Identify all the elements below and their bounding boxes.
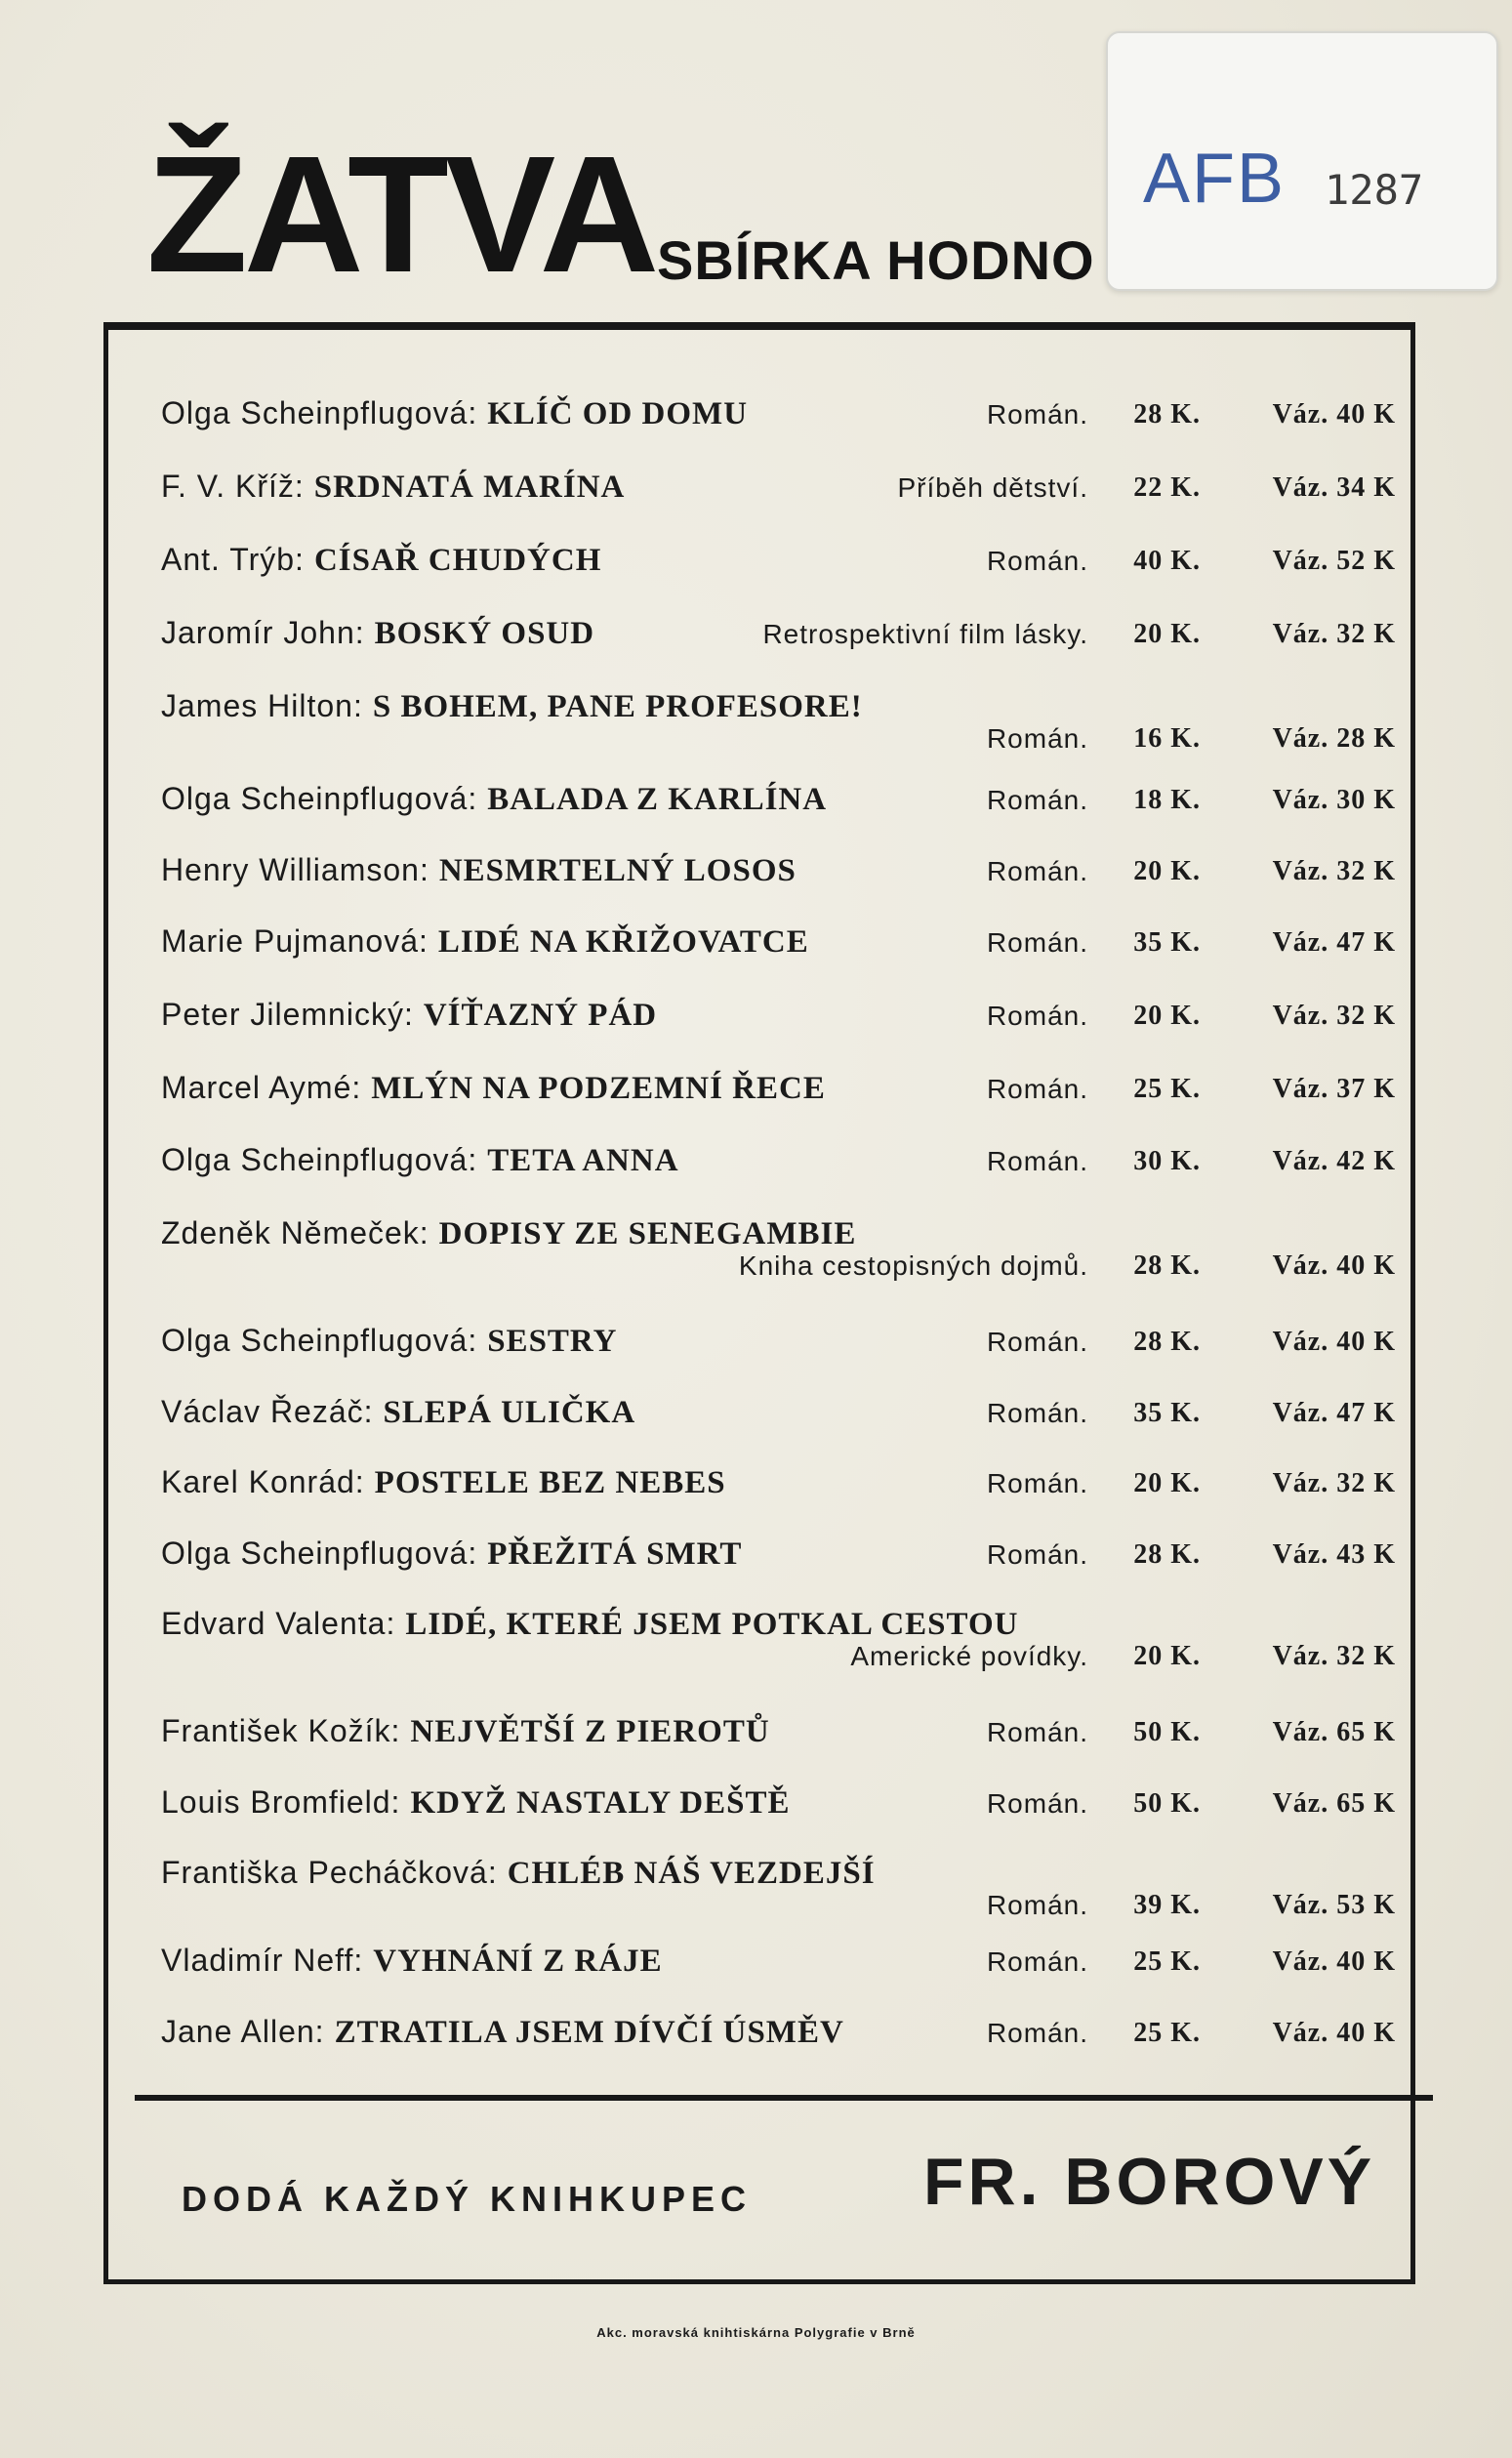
- book-author: Ant. Trýb:: [161, 542, 305, 577]
- book-bound-price: Váz. 40 K: [1272, 2018, 1396, 2048]
- book-author: Olga Scheinpflugová:: [161, 1142, 478, 1177]
- book-author-title: [161, 923, 809, 961]
- book-author-title: [161, 1536, 742, 1573]
- book-entry: [161, 1215, 1396, 1284]
- book-author: Jaromír John:: [161, 615, 365, 650]
- book-bound-price: Váz. 40 K: [1272, 1250, 1396, 1281]
- book-bound-price: Váz. 28 K: [1272, 723, 1396, 754]
- book-genre: Román.: [986, 1539, 1088, 1570]
- book-author: Marie Pujmanová:: [161, 923, 429, 959]
- book-bound-price: Váz. 47 K: [1272, 927, 1396, 958]
- book-author-title: [161, 395, 748, 432]
- series-subtitle: SBÍRKA HODNO: [657, 229, 1095, 291]
- book-title: LIDÉ NA KŘIŽOVATCE: [437, 924, 809, 960]
- book-title: KDYŽ NASTALY DEŠTĚ: [410, 1785, 791, 1821]
- book-genre: Román.: [986, 546, 1088, 576]
- book-price: 40 K.: [1133, 546, 1201, 576]
- book-entry: [161, 395, 1396, 464]
- book-author: Václav Řezáč:: [161, 1394, 374, 1429]
- book-entry: [161, 1142, 1396, 1210]
- book-entry: [161, 852, 1396, 921]
- book-bound-price: Váz. 32 K: [1272, 1641, 1396, 1671]
- book-price: 28 K.: [1133, 1250, 1201, 1281]
- book-entry: [161, 542, 1396, 610]
- book-title: PŘEŽITÁ SMRT: [487, 1536, 743, 1572]
- book-title: LIDÉ, KTERÉ JSEM POTKAL CESTOU: [405, 1607, 1019, 1642]
- book-price: 16 K.: [1133, 723, 1201, 754]
- book-price: 28 K.: [1133, 399, 1201, 430]
- book-title: VYHNÁNÍ Z RÁJE: [373, 1944, 663, 1979]
- book-genre: Retrospektivní film lásky.: [762, 619, 1088, 649]
- book-author-title: [161, 1215, 856, 1252]
- book-author-title: [161, 1606, 1018, 1643]
- book-entry: [161, 1606, 1396, 1674]
- book-author-title: [161, 1784, 791, 1822]
- book-author-title: [161, 1142, 679, 1179]
- book-author: Františka Pecháčková:: [161, 1855, 498, 1890]
- book-entry: [161, 1855, 1396, 1923]
- book-genre: Román.: [986, 399, 1088, 430]
- book-entry: [161, 469, 1396, 537]
- book-bound-price: Váz. 40 K: [1272, 1946, 1396, 1977]
- book-author-title: [161, 1464, 726, 1501]
- book-genre: Román.: [986, 785, 1088, 815]
- book-price: 22 K.: [1133, 472, 1201, 503]
- book-genre: Americké povídky.: [850, 1641, 1088, 1671]
- sticker-number: 1287: [1325, 166, 1424, 214]
- book-price: 28 K.: [1133, 1327, 1201, 1357]
- book-author: Vladimír Neff:: [161, 1943, 364, 1978]
- book-entry: [161, 923, 1396, 992]
- book-genre: Román.: [986, 856, 1088, 886]
- book-title: VÍŤAZNÝ PÁD: [423, 998, 658, 1033]
- book-title: DOPISY ZE SENEGAMBIE: [438, 1216, 857, 1251]
- book-title: CHLÉB NÁŠ VEZDEJŠÍ: [507, 1856, 876, 1891]
- book-author-title: [161, 688, 863, 725]
- book-bound-price: Váz. 40 K: [1272, 399, 1396, 430]
- book-entry: [161, 1070, 1396, 1138]
- book-entry: [161, 2014, 1396, 2082]
- book-title: S BOHEM, PANE PROFESORE!: [372, 689, 863, 724]
- footer-divider: [135, 2095, 1433, 2101]
- book-bound-price: Váz. 42 K: [1272, 1146, 1396, 1176]
- book-author: Marcel Aymé:: [161, 1070, 362, 1105]
- book-author: Olga Scheinpflugová:: [161, 1536, 478, 1571]
- book-bound-price: Váz. 30 K: [1272, 785, 1396, 815]
- book-entry: [161, 1713, 1396, 1782]
- book-author: Zdeněk Němeček:: [161, 1215, 429, 1250]
- book-author: Jane Allen:: [161, 2014, 325, 2049]
- book-title: MLÝN NA PODZEMNÍ ŘECE: [371, 1071, 826, 1106]
- sticker-code: AFB: [1143, 140, 1287, 218]
- book-author-title: [161, 852, 797, 889]
- book-entry: [161, 781, 1396, 849]
- book-price: 20 K.: [1133, 619, 1201, 649]
- book-author-title: [161, 781, 827, 818]
- printer-imprint: Akc. moravská knihtiskárna Polygrafie v Brně: [596, 2325, 916, 2340]
- book-genre: Román.: [986, 1146, 1088, 1176]
- book-bound-price: Váz. 65 K: [1272, 1788, 1396, 1819]
- book-genre: Román.: [986, 1074, 1088, 1104]
- book-author-title: [161, 997, 657, 1034]
- book-genre: Román.: [986, 1717, 1088, 1747]
- book-genre: Román.: [986, 2018, 1088, 2048]
- book-author-title: [161, 615, 594, 652]
- book-author-title: [161, 1855, 876, 1892]
- frame-top-rule: [103, 322, 1415, 330]
- book-genre: Román.: [986, 1890, 1088, 1920]
- book-price: 50 K.: [1133, 1717, 1201, 1747]
- book-price: 25 K.: [1133, 2018, 1201, 2048]
- book-genre: Román.: [986, 1468, 1088, 1498]
- book-author: Henry Williamson:: [161, 852, 429, 887]
- book-bound-price: Váz. 47 K: [1272, 1398, 1396, 1428]
- book-genre: Román.: [986, 1788, 1088, 1819]
- book-price: 20 K.: [1133, 1641, 1201, 1671]
- book-bound-price: Váz. 43 K: [1272, 1539, 1396, 1570]
- book-entry: [161, 1464, 1396, 1533]
- book-genre: Román.: [986, 1398, 1088, 1428]
- book-author: F. V. Kříž:: [161, 469, 305, 504]
- book-author: Louis Bromfield:: [161, 1784, 401, 1820]
- book-author: Olga Scheinpflugová:: [161, 781, 478, 816]
- book-price: 30 K.: [1133, 1146, 1201, 1176]
- book-title: KLÍČ OD DOMU: [487, 396, 749, 431]
- book-price: 20 K.: [1133, 856, 1201, 886]
- book-bound-price: Váz. 32 K: [1272, 1468, 1396, 1498]
- book-genre: Příběh dětství.: [897, 472, 1088, 503]
- publisher-name: FR. BOROVÝ: [923, 2145, 1376, 2219]
- book-author-title: [161, 542, 601, 579]
- book-author-title: [161, 2014, 844, 2051]
- book-bound-price: Váz. 32 K: [1272, 619, 1396, 649]
- book-price: 25 K.: [1133, 1074, 1201, 1104]
- book-entry: [161, 1394, 1396, 1462]
- book-author: Peter Jilemnický:: [161, 997, 414, 1032]
- book-price: 20 K.: [1133, 1468, 1201, 1498]
- book-author-title: [161, 1943, 663, 1980]
- book-author-title: [161, 1070, 826, 1107]
- book-title: SRDNATÁ MARÍNA: [313, 470, 626, 505]
- book-author-title: [161, 1323, 617, 1360]
- book-author: James Hilton:: [161, 688, 363, 723]
- book-genre: Román.: [986, 1001, 1088, 1031]
- book-title: NEJVĚTŠÍ Z PIEROTŮ: [410, 1714, 770, 1749]
- book-genre: Kniha cestopisných dojmů.: [738, 1250, 1088, 1281]
- book-title: NESMRTELNÝ LOSOS: [438, 853, 797, 888]
- book-price: 28 K.: [1133, 1539, 1201, 1570]
- book-title: BOSKÝ OSUD: [374, 616, 595, 651]
- book-entry: [161, 1943, 1396, 2011]
- book-entry: [161, 997, 1396, 1065]
- book-price: 39 K.: [1133, 1890, 1201, 1920]
- book-price: 18 K.: [1133, 785, 1201, 815]
- book-entry: [161, 1784, 1396, 1853]
- book-genre: Román.: [986, 1946, 1088, 1977]
- book-title: ZTRATILA JSEM DÍVČÍ ÚSMĚV: [334, 2015, 844, 2050]
- book-bound-price: Váz. 65 K: [1272, 1717, 1396, 1747]
- book-title: CÍSAŘ CHUDÝCH: [313, 543, 602, 578]
- library-sticker: [1106, 31, 1498, 291]
- book-price: 50 K.: [1133, 1788, 1201, 1819]
- book-bound-price: Váz. 34 K: [1272, 472, 1396, 503]
- book-genre: Román.: [986, 927, 1088, 958]
- book-bound-price: Váz. 37 K: [1272, 1074, 1396, 1104]
- book-entry: [161, 688, 1396, 757]
- book-author: František Kožík:: [161, 1713, 401, 1748]
- book-bound-price: Váz. 32 K: [1272, 1001, 1396, 1031]
- book-author: Olga Scheinpflugová:: [161, 1323, 478, 1358]
- book-price: 35 K.: [1133, 927, 1201, 958]
- book-entry: [161, 615, 1396, 683]
- book-author-title: [161, 1713, 770, 1750]
- book-title: SLEPÁ ULIČKA: [383, 1395, 636, 1430]
- book-entry: [161, 1323, 1396, 1391]
- book-price: 25 K.: [1133, 1946, 1201, 1977]
- book-genre: Román.: [986, 1327, 1088, 1357]
- book-title: TETA ANNA: [487, 1143, 679, 1178]
- book-bound-price: Váz. 53 K: [1272, 1890, 1396, 1920]
- book-bound-price: Váz. 32 K: [1272, 856, 1396, 886]
- book-genre: Román.: [986, 723, 1088, 754]
- book-title: SESTRY: [487, 1324, 618, 1359]
- book-author-title: [161, 469, 625, 506]
- book-title: POSTELE BEZ NEBES: [374, 1465, 726, 1500]
- book-price: 20 K.: [1133, 1001, 1201, 1031]
- book-author: Edvard Valenta:: [161, 1606, 396, 1641]
- book-bound-price: Váz. 40 K: [1272, 1327, 1396, 1357]
- book-bound-price: Váz. 52 K: [1272, 546, 1396, 576]
- series-title: ŽATVA: [146, 122, 656, 307]
- book-price: 35 K.: [1133, 1398, 1201, 1428]
- book-author-title: [161, 1394, 635, 1431]
- book-author: Karel Konrád:: [161, 1464, 365, 1499]
- book-title: BALADA Z KARLÍNA: [487, 782, 828, 817]
- book-author: Olga Scheinpflugová:: [161, 395, 478, 430]
- book-entry: [161, 1536, 1396, 1604]
- bookseller-note: DODÁ KAŽDÝ KNIHKUPEC: [182, 2179, 753, 2219]
